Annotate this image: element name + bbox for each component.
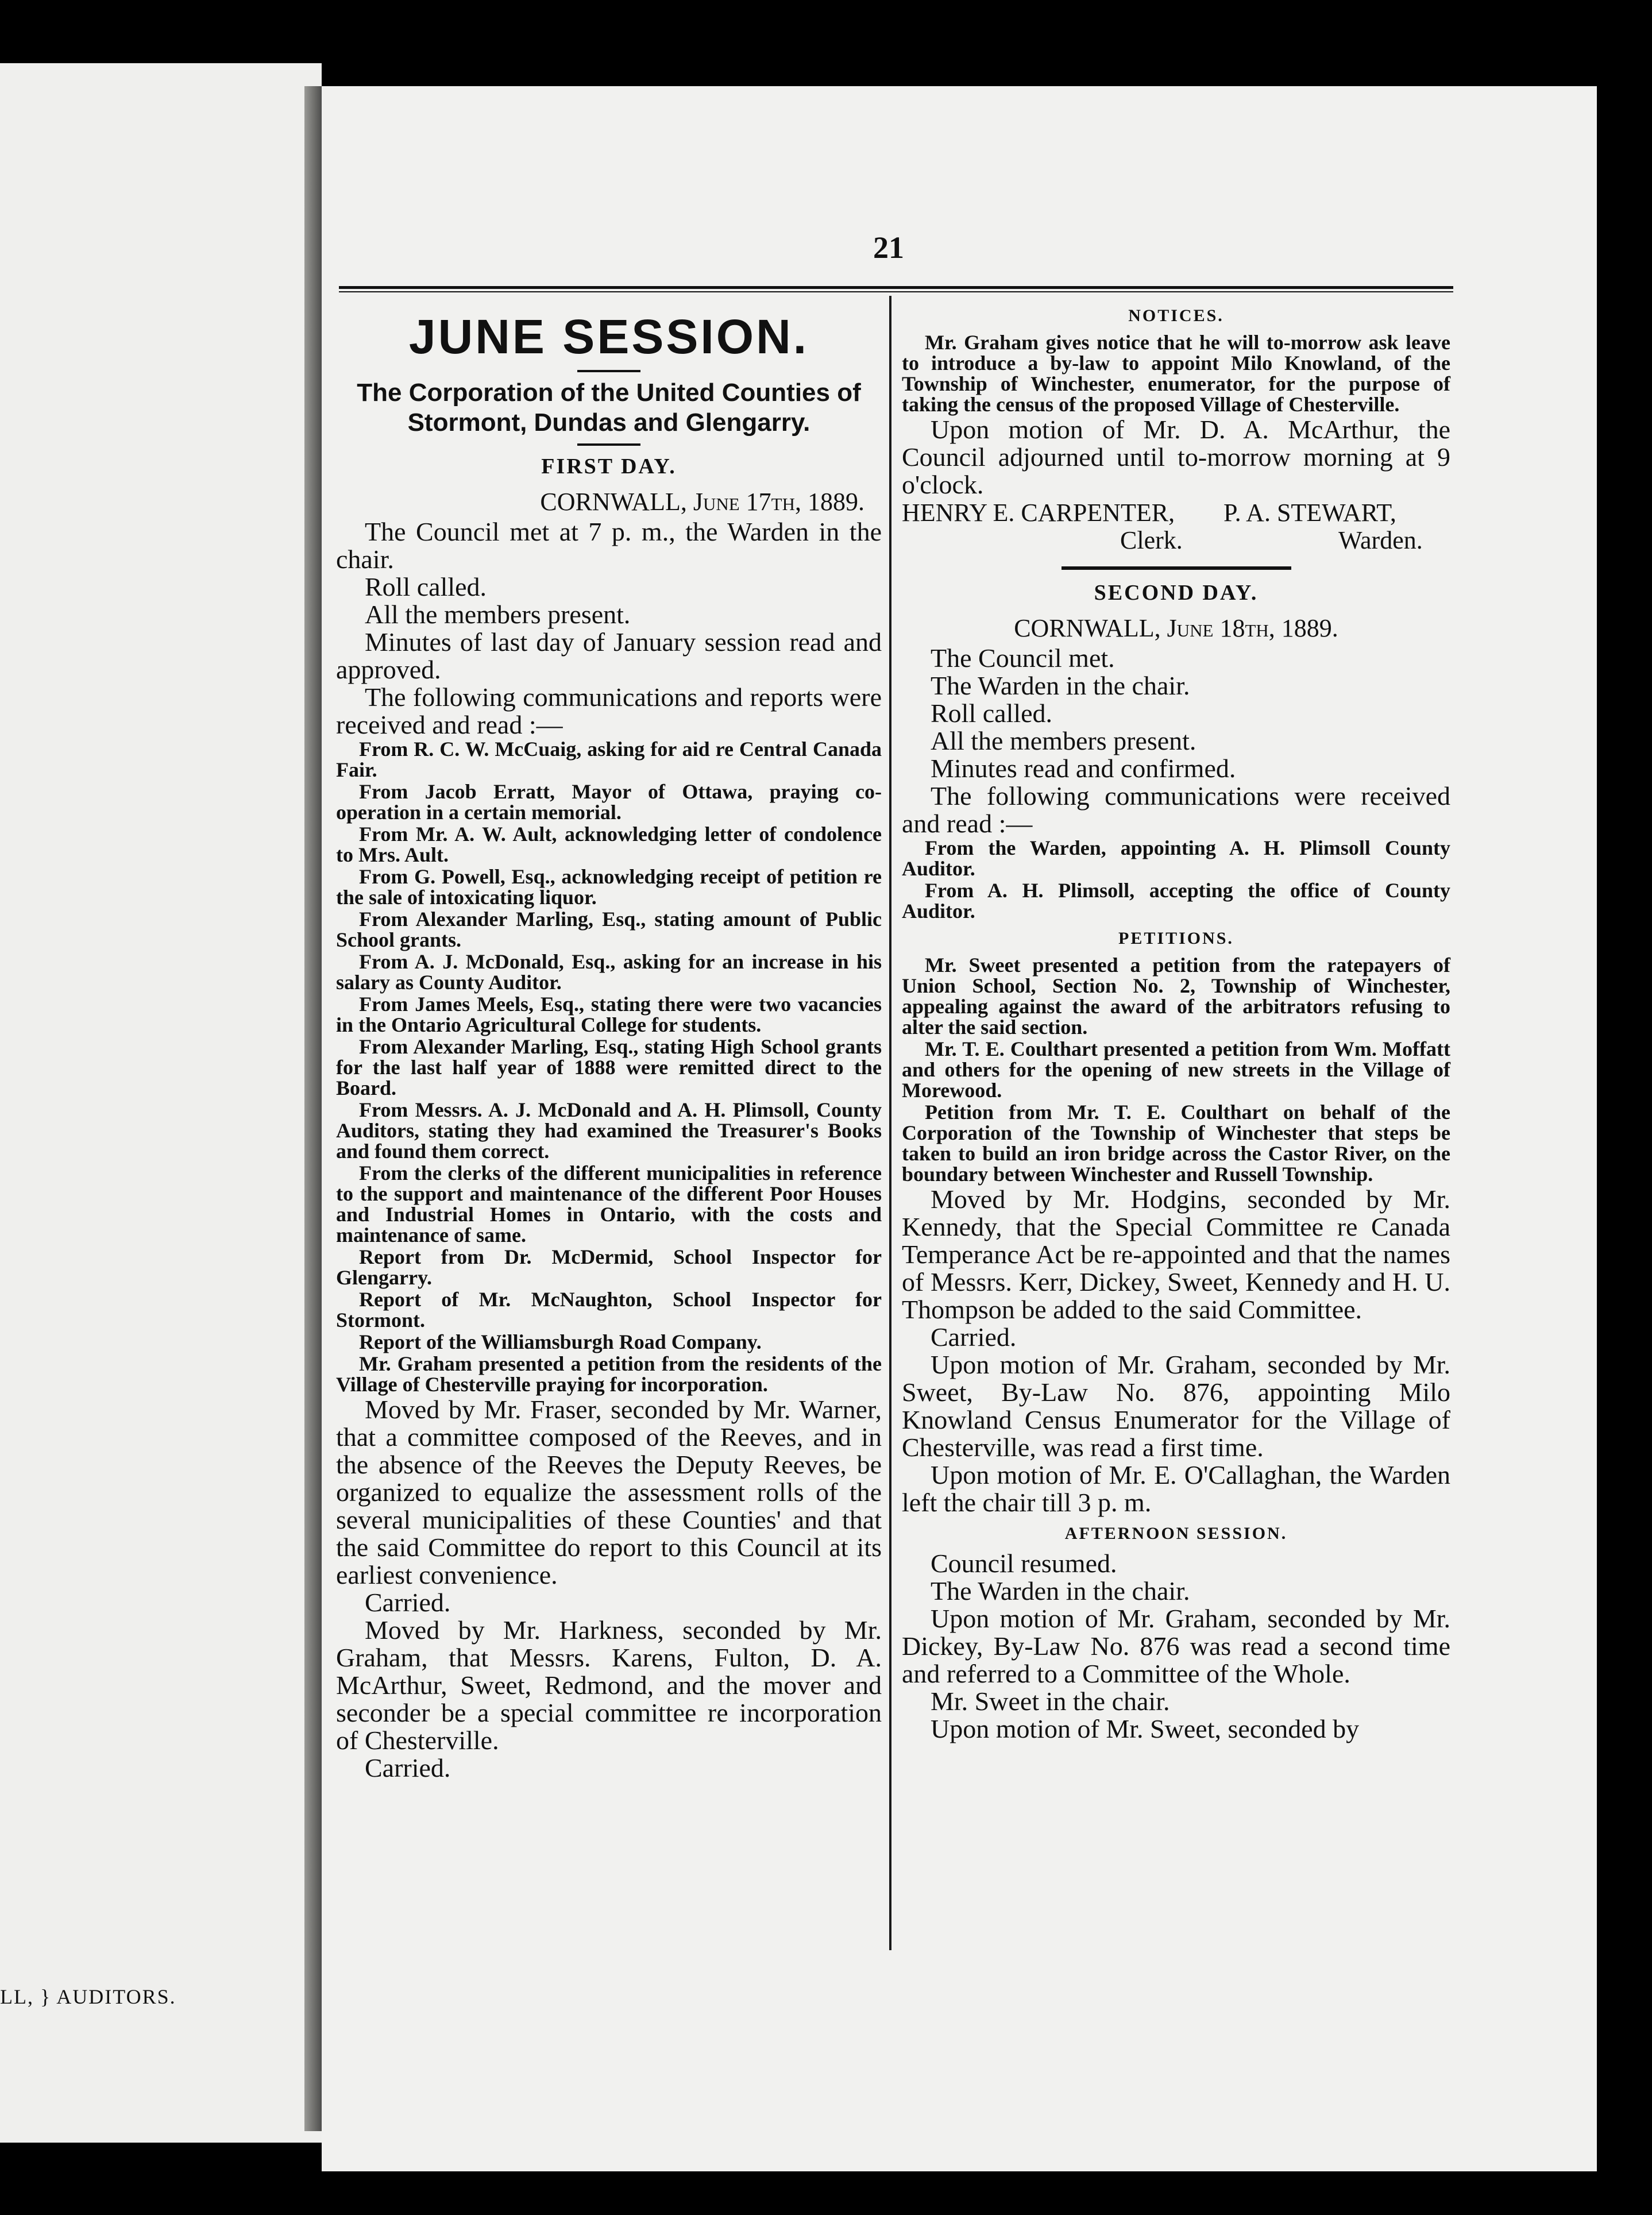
motion-paragraph: Upon motion of Mr. Graham, seconded by Mr. Dickey, By-Law No. 876 was read a second time and referred to a Committee of the Whole. — [902, 1604, 1450, 1688]
clerk-title: Clerk. — [1120, 526, 1183, 554]
communication-item: From the clerks of the different municipalities in reference to the support and maintenance of the different Poor Houses and Industrial Homes in Ontario, with the costs and maintenance of same. — [336, 1161, 882, 1247]
petition-item: Petition from Mr. T. E. Coulthart on behalf of the Corporation of the Township of Winchester that steps be taken to build an iron bridge across the Castor River, on the boundary between Winchester and Russell Township. — [902, 1101, 1450, 1186]
communication-item: From James Meels, Esq., stating there were two vacancies in the Ontario Agricultural College for students. — [336, 993, 882, 1036]
communication-item: From Messrs. A. J. McDonald and A. H. Plimsoll, County Auditors, stating they had examined the Treasurer's Books and found them correct. — [336, 1098, 882, 1163]
motion-paragraph: Upon motion of Mr. Sweet, seconded by — [931, 1714, 1360, 1743]
motion-paragraph: Moved by Mr. Fraser, seconded by Mr. Warner, that a committee composed of the Reeves, and in the absence of the Reeves the Deputy Reeves, be organized to equalize the assessment rolls of the several municipalities of these Counties' and that the said Committee do report to this Council at its earliest convenience. — [336, 1395, 882, 1589]
second-day-heading: SECOND DAY. — [1094, 581, 1259, 605]
motion-paragraph: Carried. — [931, 1322, 1017, 1352]
petition-item: Mr. T. E. Coulthart presented a petition from Wm. Moffatt and others for the opening of new streets in the Village of Morewood. — [902, 1037, 1450, 1102]
minutes-paragraph: Roll called. — [365, 572, 487, 601]
warden-title: Warden. — [1338, 526, 1423, 554]
notice-text: Mr. Graham gives notice that he will to-morrow ask leave to introduce a by-law to appoint Milo Knowland, of the Township of Winchester, enumerator, for the purpose of taking the census of the proposed Village of Chesterville. — [902, 331, 1450, 416]
first-day-communications — [336, 739, 882, 1395]
auditors-signature: LL, } AUDITORS. — [0, 1985, 176, 2008]
second-day-opening — [902, 645, 1450, 838]
communication-item: From Alexander Marling, Esq., stating amount of Public School grants. — [336, 908, 882, 951]
first-day-dateline: CORNWALL, June 17th, 1889. — [540, 488, 864, 516]
petitions-heading: PETITIONS. — [1118, 929, 1234, 948]
minutes-paragraph: The following communications and reports were received and read :— — [336, 682, 882, 739]
motion-paragraph: Mr. Sweet in the chair. — [931, 1687, 1170, 1716]
first-day-motions — [336, 1396, 882, 1782]
motion-paragraph: Moved by Mr. Harkness, seconded by Mr. Graham, that Messrs. Karens, Fulton, D. A. McArthur, Sweet, Redmond, and the mover and seconder be a special committee re incorporation of Chesterville. — [336, 1615, 882, 1755]
minutes-paragraph: The Council met. — [931, 643, 1115, 673]
minutes-paragraph: The Warden in the chair. — [931, 671, 1190, 700]
motion-paragraph: Council resumed. — [931, 1549, 1117, 1578]
petition-item: Mr. Sweet presented a petition from the ratepayers of Union School, Section No. 2, Township of Winchester, appealing against the award of the arbitrators refusing to alter the said section. — [902, 954, 1450, 1039]
communication-item: From Alexander Marling, Esq., stating High School grants for the last half year of 1888 were remitted direct to the Board. — [336, 1035, 882, 1099]
minutes-paragraph: The following communications were received and read :— — [902, 781, 1450, 838]
right-column — [902, 299, 1450, 1743]
petitions-list — [902, 955, 1450, 1184]
communication-item: From the Warden, appointing A. H. Plimsoll County Auditor. — [902, 836, 1450, 880]
page-number: 21 — [873, 230, 904, 265]
motion-paragraph: Carried. — [365, 1753, 451, 1782]
afternoon-motions — [902, 1550, 1450, 1743]
title-rule — [577, 370, 640, 372]
afternoon-heading: AFTERNOON SESSION. — [1064, 1524, 1288, 1543]
motion-paragraph: The Warden in the chair. — [931, 1576, 1190, 1606]
communication-item: Report from Dr. McDermid, School Inspector for Glengarry. — [336, 1245, 882, 1289]
day-separator-rule — [1062, 566, 1291, 570]
left-column — [336, 299, 882, 1782]
communication-item: From Mr. A. W. Ault, acknowledging letter of condolence to Mrs. Ault. — [336, 823, 882, 866]
communication-item: Mr. Graham presented a petition from the residents of the Village of Chesterville praying for incorporation. — [336, 1352, 882, 1396]
minutes-paragraph: All the members present. — [931, 726, 1196, 755]
communication-item: Report of Mr. McNaughton, School Inspector for Stormont. — [336, 1288, 882, 1332]
communication-item: From G. Powell, Esq., acknowledging receipt of petition re the sale of intoxicating liquor. — [336, 865, 882, 909]
session-title: JUNE SESSION. — [408, 310, 809, 364]
minutes-paragraph: The Council met at 7 p. m., the Warden in the chair. — [336, 517, 882, 574]
communication-item: From Jacob Erratt, Mayor of Ottawa, praying co-operation in a certain memorial. — [336, 780, 882, 824]
corporation-rule — [577, 443, 640, 446]
motion-paragraph: Moved by Mr. Hodgins, seconded by Mr. Kennedy, that the Special Committee re Canada Temperance Act be re-appointed and that the names of Messrs. Kerr, Dickey, Sweet, Kennedy and H. U. Thompson be added to the said Committee. — [902, 1184, 1450, 1324]
minutes-paragraph: All the members present. — [365, 600, 631, 629]
warden-name: P. A. STEWART, — [1223, 499, 1396, 527]
header-rule — [339, 286, 1453, 292]
communication-item: From A. J. McDonald, Esq., asking for an increase in his salary as County Auditor. — [336, 950, 882, 994]
motion-paragraph: Upon motion of Mr. E. O'Callaghan, the Warden left the chair till 3 p. m. — [902, 1460, 1450, 1517]
motion-paragraph: Carried. — [365, 1588, 451, 1617]
minutes-paragraph: Roll called. — [931, 699, 1053, 728]
second-day-communications — [902, 838, 1450, 921]
adjourn-text: Upon motion of Mr. D. A. McArthur, the Council adjourned until to-morrow morning at 9 o'clock. — [902, 415, 1450, 499]
signature-block — [902, 499, 1450, 556]
first-day-heading: FIRST DAY. — [541, 454, 677, 478]
clerk-name: HENRY E. CARPENTER, — [902, 499, 1175, 527]
communication-item: From R. C. W. McCuaig, asking for aid re Central Canada Fair. — [336, 738, 882, 781]
second-day-dateline: CORNWALL, June 18th, 1889. — [1014, 614, 1338, 642]
communication-item: Report of the Williamsburgh Road Company. — [359, 1330, 762, 1353]
corporation-heading: The Corporation of the United Counties of Stormont, Dundas and Glengarry. — [357, 379, 861, 437]
motion-paragraph: Upon motion of Mr. Graham, seconded by Mr. Sweet, By-Law No. 876, appointing Milo Knowland Census Enumerator for the Village of Chesterville, was read a first time. — [902, 1350, 1450, 1462]
communication-item: From A. H. Plimsoll, accepting the office of County Auditor. — [902, 879, 1450, 923]
minutes-paragraph: Minutes read and confirmed. — [931, 754, 1236, 783]
minutes-paragraph: Minutes of last day of January session read and approved. — [336, 627, 882, 684]
column-divider — [889, 296, 891, 1950]
previous-page-fragment — [0, 63, 322, 2143]
notices-heading: NOTICES. — [1128, 306, 1224, 325]
first-day-opening — [336, 518, 882, 739]
second-day-motions — [902, 1186, 1450, 1516]
